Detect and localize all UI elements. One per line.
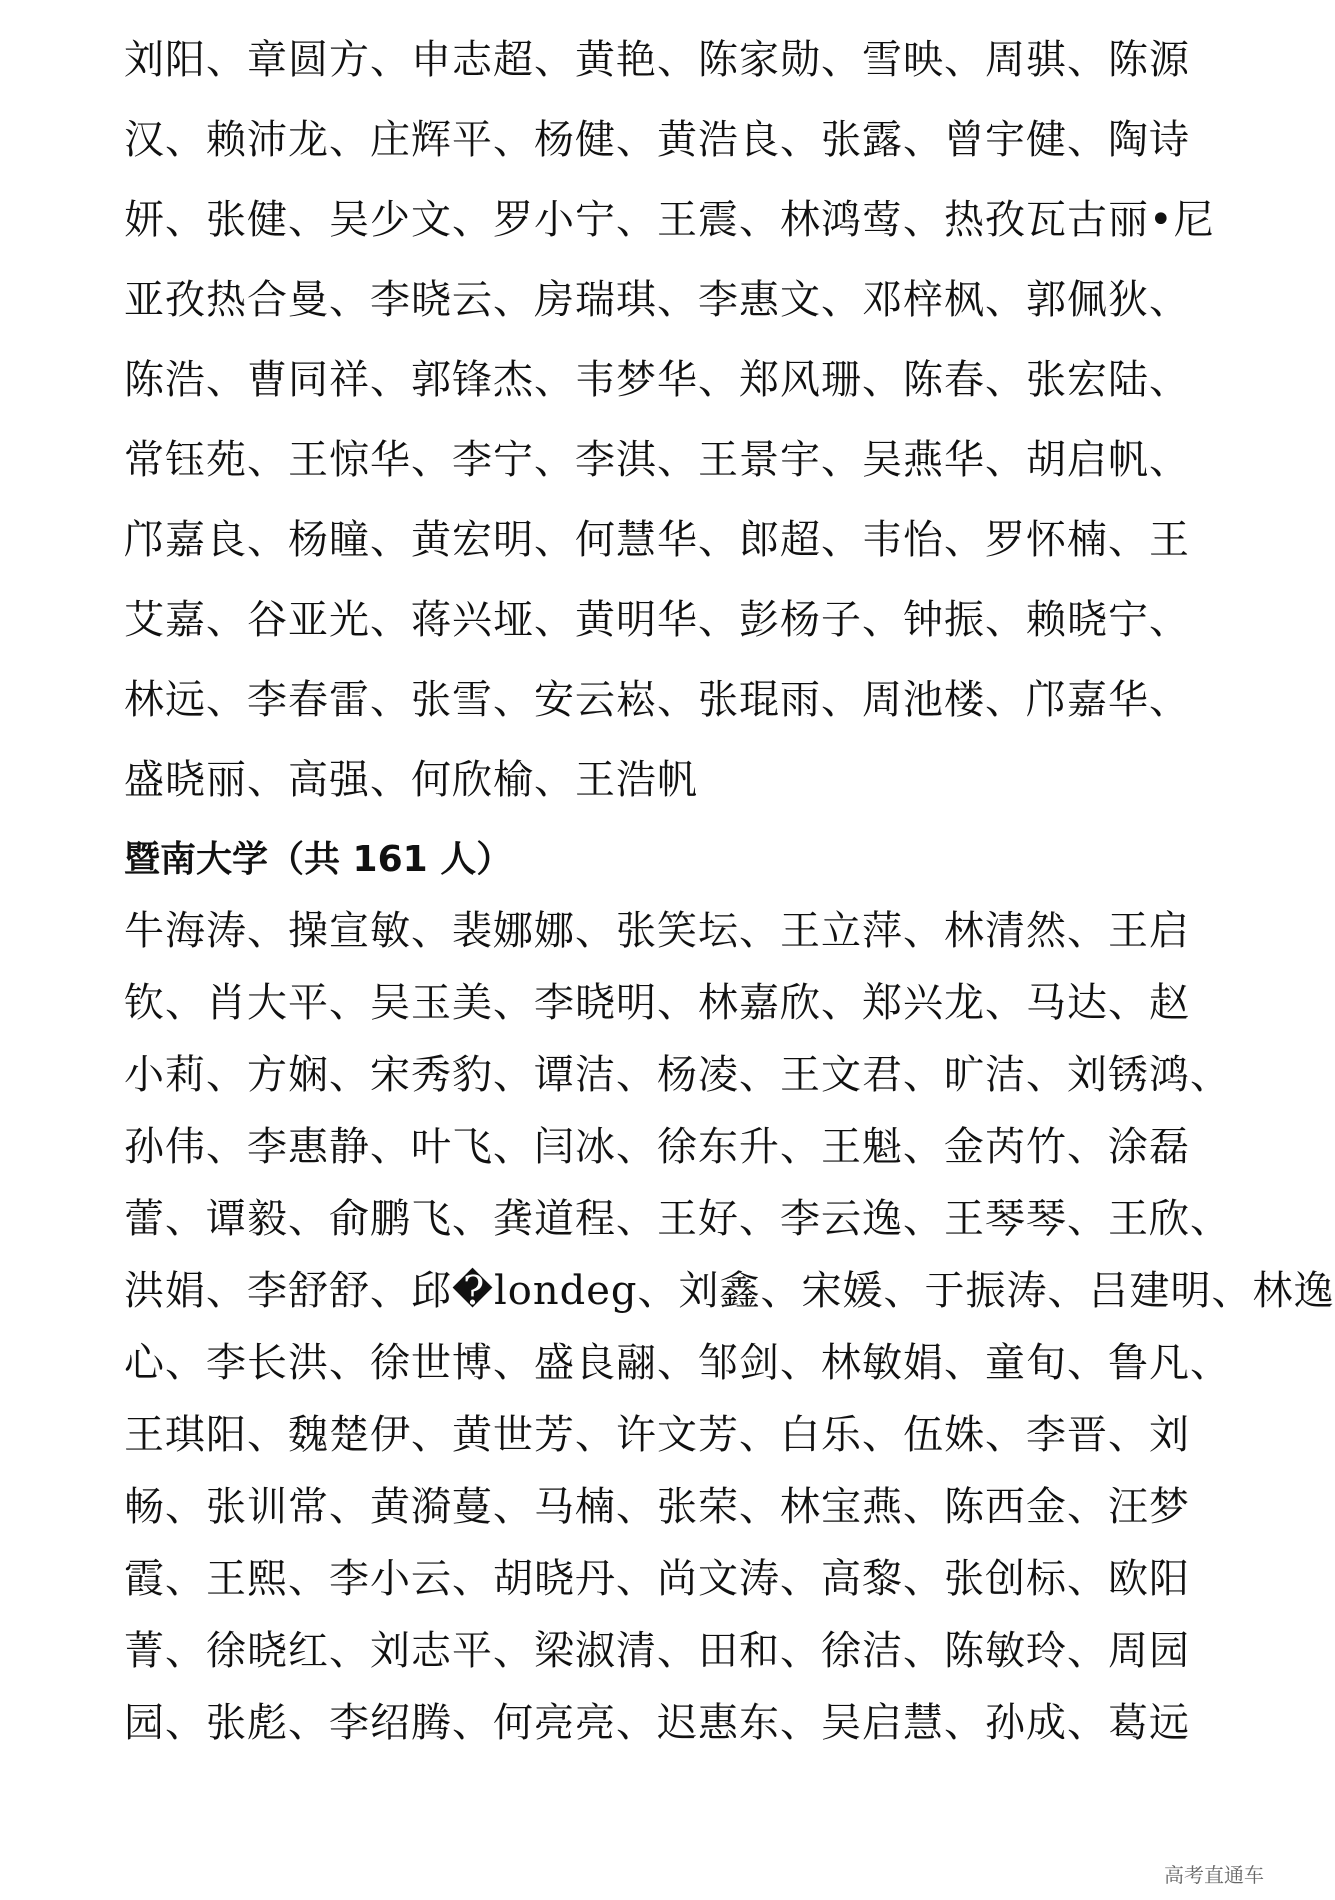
name-line: 钦、肖大平、吴玉美、李晓明、林嘉欣、郑兴龙、马达、赵 [124,980,1190,1026]
name-line: 邝嘉良、杨瞳、黄宏明、何慧华、郎超、韦怡、罗怀楠、王 [124,517,1190,563]
name-line: 王琪阳、魏楚伊、黄世芳、许文芳、白乐、伍姝、李晋、刘 [124,1412,1190,1458]
name-line: 陈浩、曹同祥、郭锋杰、韦梦华、郑风珊、陈春、张宏陆、 [124,357,1190,403]
name-line: 刘阳、章圆方、申志超、黄艳、陈家勋、雪映、周骐、陈源 [124,37,1190,83]
name-line: 小莉、方娴、宋秀豹、谭洁、杨凌、王文君、旷洁、刘锈鸿、 [124,1052,1231,1098]
name-list-block-1 [124,20,1215,820]
watermark-text: 高考直通车 [1164,1863,1264,1887]
name-line: 霞、王熙、李小云、胡晓丹、尚文涛、高黎、张创标、欧阳 [124,1556,1190,1602]
name-line: 常钰苑、王惊华、李宁、李淇、王景宇、吴燕华、胡启帆、 [124,437,1190,483]
name-line: 洪娟、李舒舒、邱�londeg、刘鑫、宋媛、于振涛、吕建明、林逸 [124,1268,1335,1314]
name-line: 亚孜热合曼、李晓云、房瑞琪、李惠文、邓梓枫、郭佩狄、 [124,277,1190,323]
name-line: 林远、李春雷、张雪、安云崧、张琨雨、周池楼、邝嘉华、 [124,677,1190,723]
name-list-block-2 [124,895,1335,1759]
name-line: 蕾、谭毅、俞鹏飞、龚道程、王好、李云逸、王琴琴、王欣、 [124,1196,1231,1242]
name-line: 畅、张训常、黄漪蔓、马楠、张荣、林宝燕、陈西金、汪梦 [124,1484,1190,1530]
name-line: 园、张彪、李绍腾、何亮亮、迟惠东、吴启慧、孙成、葛远 [124,1700,1190,1746]
name-line: 艾嘉、谷亚光、蒋兴垭、黄明华、彭杨子、钟振、赖晓宁、 [124,597,1190,643]
name-line: 心、李长洪、徐世博、盛良翮、邹剑、林敏娟、童旬、鲁凡、 [124,1340,1231,1386]
name-line: 孙伟、李惠静、叶飞、闫冰、徐东升、王魁、金芮竹、涂磊 [124,1124,1190,1170]
name-line: 牛海涛、操宣敏、裴娜娜、张笑坛、王立萍、林清然、王启 [124,908,1190,954]
name-line: 菁、徐晓红、刘志平、梁淑清、田和、徐洁、陈敏玲、周园 [124,1628,1190,1674]
section-heading-jinan-university: 暨南大学（共 161 人） [124,839,513,880]
name-line: 汉、赖沛龙、庄辉平、杨健、黄浩良、张露、曾宇健、陶诗 [124,117,1190,163]
name-line: 妍、张健、吴少文、罗小宁、王震、林鸿莺、热孜瓦古丽•尼 [124,197,1215,243]
name-line: 盛晓丽、高强、何欣榆、王浩帆 [124,757,698,803]
